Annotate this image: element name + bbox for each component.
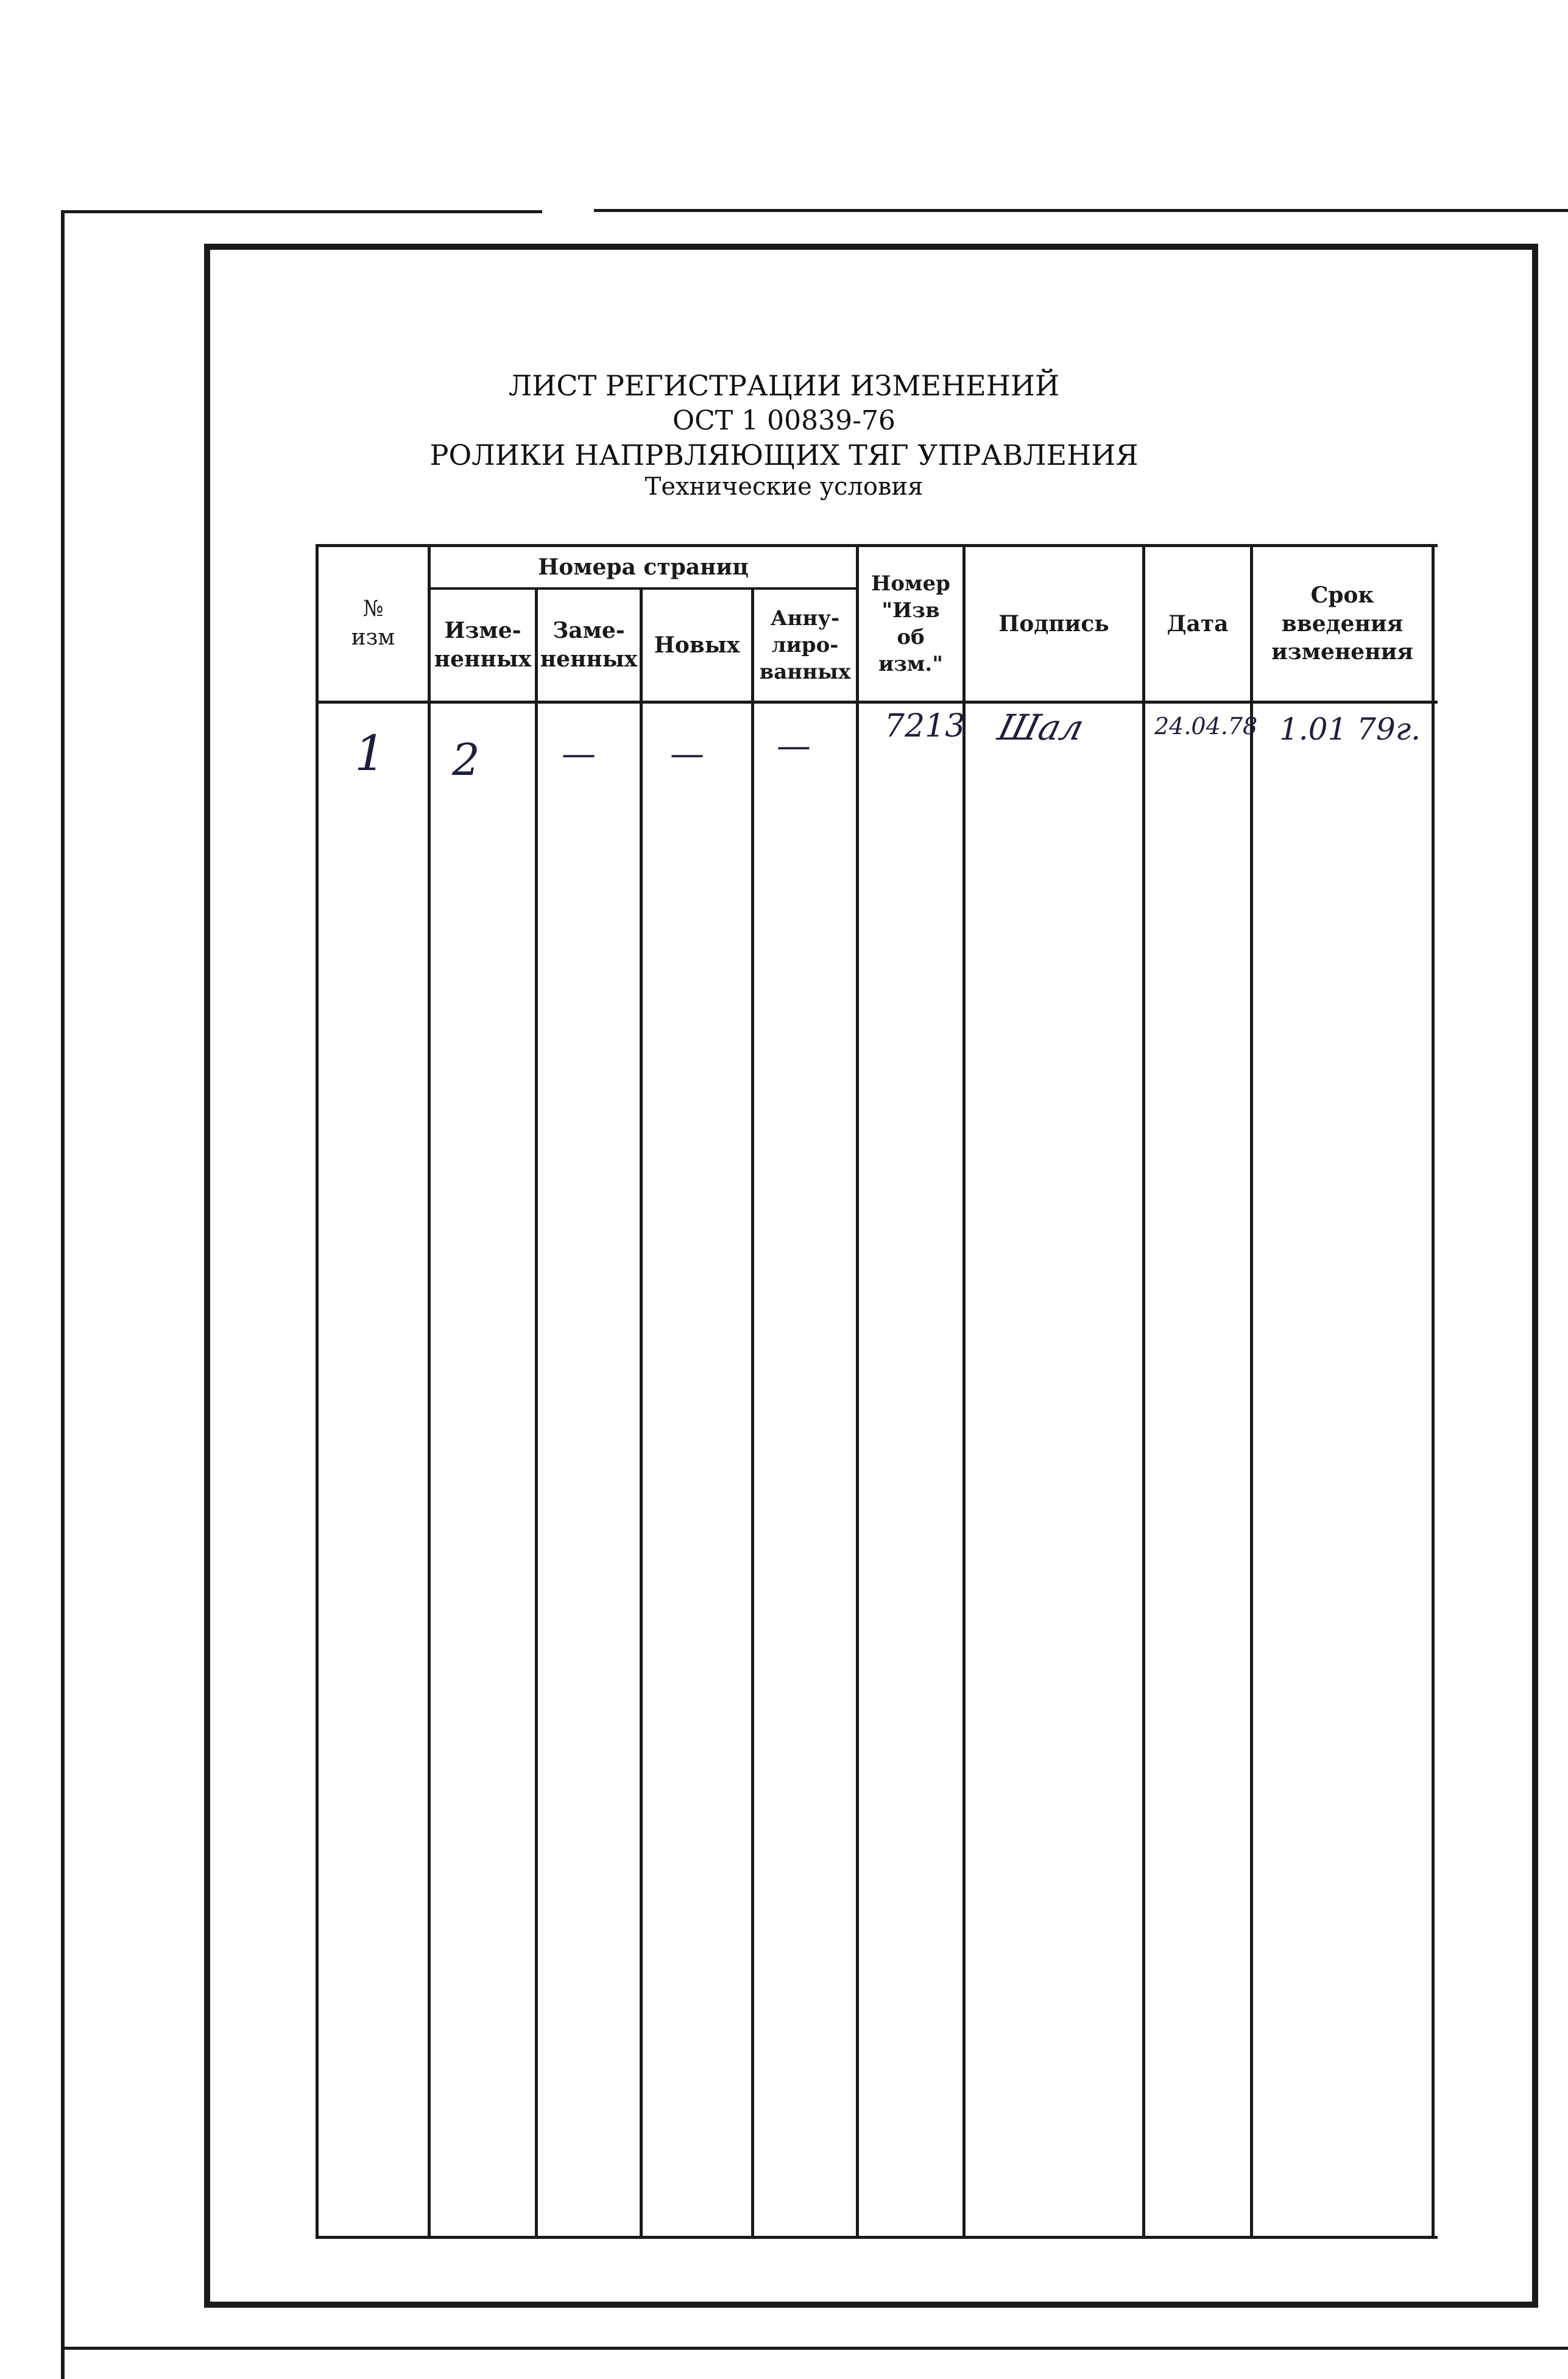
header-signature: Подпись	[998, 610, 1109, 637]
table-col-line	[428, 544, 431, 2239]
header-new-pages: Новых	[654, 632, 740, 658]
inner-frame-top	[204, 244, 1538, 250]
table-col-line	[640, 587, 643, 2239]
row-1-date: 24.04.78	[1154, 713, 1258, 740]
table-col-line	[856, 544, 859, 2239]
outer-frame-bottom	[61, 2347, 1568, 2350]
outer-frame-top-right	[594, 209, 1568, 212]
row-1-changed-pages: 2	[452, 734, 480, 785]
header-change-number: № изм	[351, 596, 395, 650]
row-1-annulled-pages: —	[777, 726, 811, 766]
header-effective-date: Срок введения изменения	[1271, 582, 1413, 665]
inner-frame-left	[204, 244, 210, 2308]
table-header-bottom	[316, 701, 1438, 704]
table-col-line	[316, 544, 319, 2239]
standard-number: ОСТ 1 00839-76	[673, 405, 895, 436]
document-subject: РОЛИКИ НАПРВЛЯЮЩИХ ТЯГ УПРАВЛЕНИЯ	[429, 439, 1139, 472]
table-col-line	[1142, 544, 1145, 2239]
table-col-line	[1250, 544, 1253, 2239]
table-col-line	[962, 544, 966, 2239]
row-1-new-pages: —	[670, 734, 704, 774]
table-col-line	[751, 587, 754, 2239]
header-date: Дата	[1167, 610, 1229, 637]
outer-frame-left	[61, 210, 65, 2379]
header-annulled-pages: Анну- лиро- ванных	[759, 606, 851, 685]
row-1-replaced-pages: —	[562, 734, 596, 774]
table-bottom-border	[316, 2236, 1438, 2239]
header-changed-pages: Изме- ненных	[434, 618, 532, 672]
row-1-effective-date: 1.01 79г.	[1279, 712, 1421, 747]
row-1-change-number: 1	[355, 725, 386, 782]
header-page-numbers: Номера страниц	[538, 554, 749, 580]
row-1-signature: Шал	[994, 707, 1089, 748]
document-subtitle: Технические условия	[645, 473, 923, 501]
table-col-line	[1432, 544, 1435, 2239]
header-notice-number: Номер "Изв об изм."	[871, 571, 950, 677]
outer-frame-top-left	[61, 210, 542, 213]
row-1-notice-number: 7213	[885, 708, 966, 744]
document-title: ЛИСТ РЕГИСТРАЦИИ ИЗМЕНЕНИЙ	[508, 369, 1060, 402]
header-replaced-pages: Заме- ненных	[540, 618, 638, 672]
inner-frame-right	[1532, 244, 1538, 2308]
table-col-line	[535, 587, 538, 2239]
inner-frame-bottom	[204, 2302, 1538, 2308]
